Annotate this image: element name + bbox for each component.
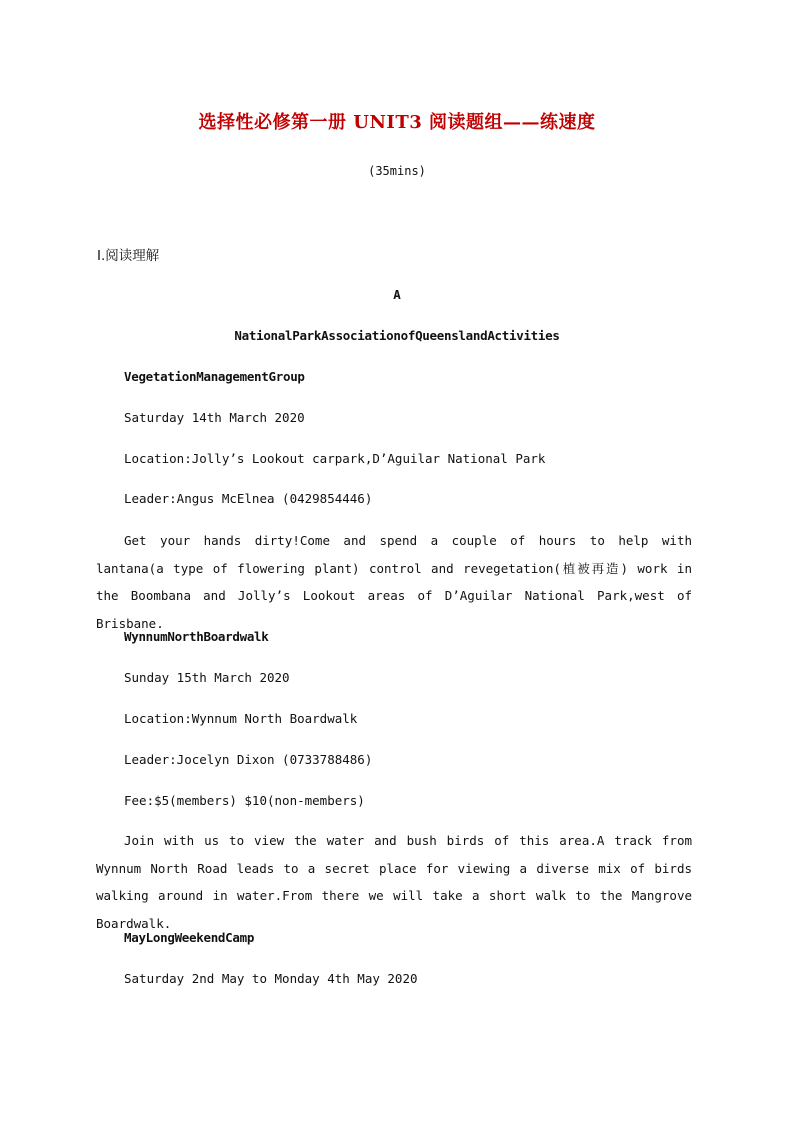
passage-title: NationalParkAssociationofQueenslandActivities: [234, 328, 560, 343]
passage-label: A: [393, 287, 401, 302]
activity-location: Location:Wynnum North Boardwalk: [124, 711, 358, 726]
activity-description: Join with us to view the water and bush birds of this area.A track from Wynnum North Road leads to a secret place for viewing a diverse mix of birds walking around in water.From there we will take a short walk to the Mangrove Boardwalk.: [96, 833, 692, 931]
activity-date: Saturday 14th March 2020: [124, 410, 305, 425]
document-title: 选择性必修第一册 UNIT3 阅读题组——练速度: [198, 112, 596, 133]
section-heading: Ⅰ.阅读理解: [97, 248, 160, 264]
activity-fee: Fee:$5(members) $10(non-members): [124, 793, 365, 808]
activity-date: Saturday 2nd May to Monday 4th May 2020: [124, 971, 418, 986]
activity-date: Sunday 15th March 2020: [124, 670, 290, 685]
activity-name: VegetationManagementGroup: [124, 369, 305, 384]
time-limit: (35mins): [368, 164, 426, 178]
activity-name: MayLongWeekendCamp: [124, 930, 255, 945]
activity-leader: Leader:Jocelyn Dixon (0733788486): [124, 752, 373, 767]
activity-leader: Leader:Angus McElnea (0429854446): [124, 491, 373, 506]
activity-location: Location:Jolly’s Lookout carpark,D’Aguilar National Park: [124, 451, 546, 466]
activity-description: Get your hands dirty!Come and spend a couple of hours to help with lantana(a type of flowering plant) control and revegetation(植被再造) work in the Boombana and Jolly’s Lookout areas of D’Aguilar National Park,west of Brisbane.: [96, 533, 692, 631]
activity-name: WynnumNorthBoardwalk: [124, 629, 269, 644]
